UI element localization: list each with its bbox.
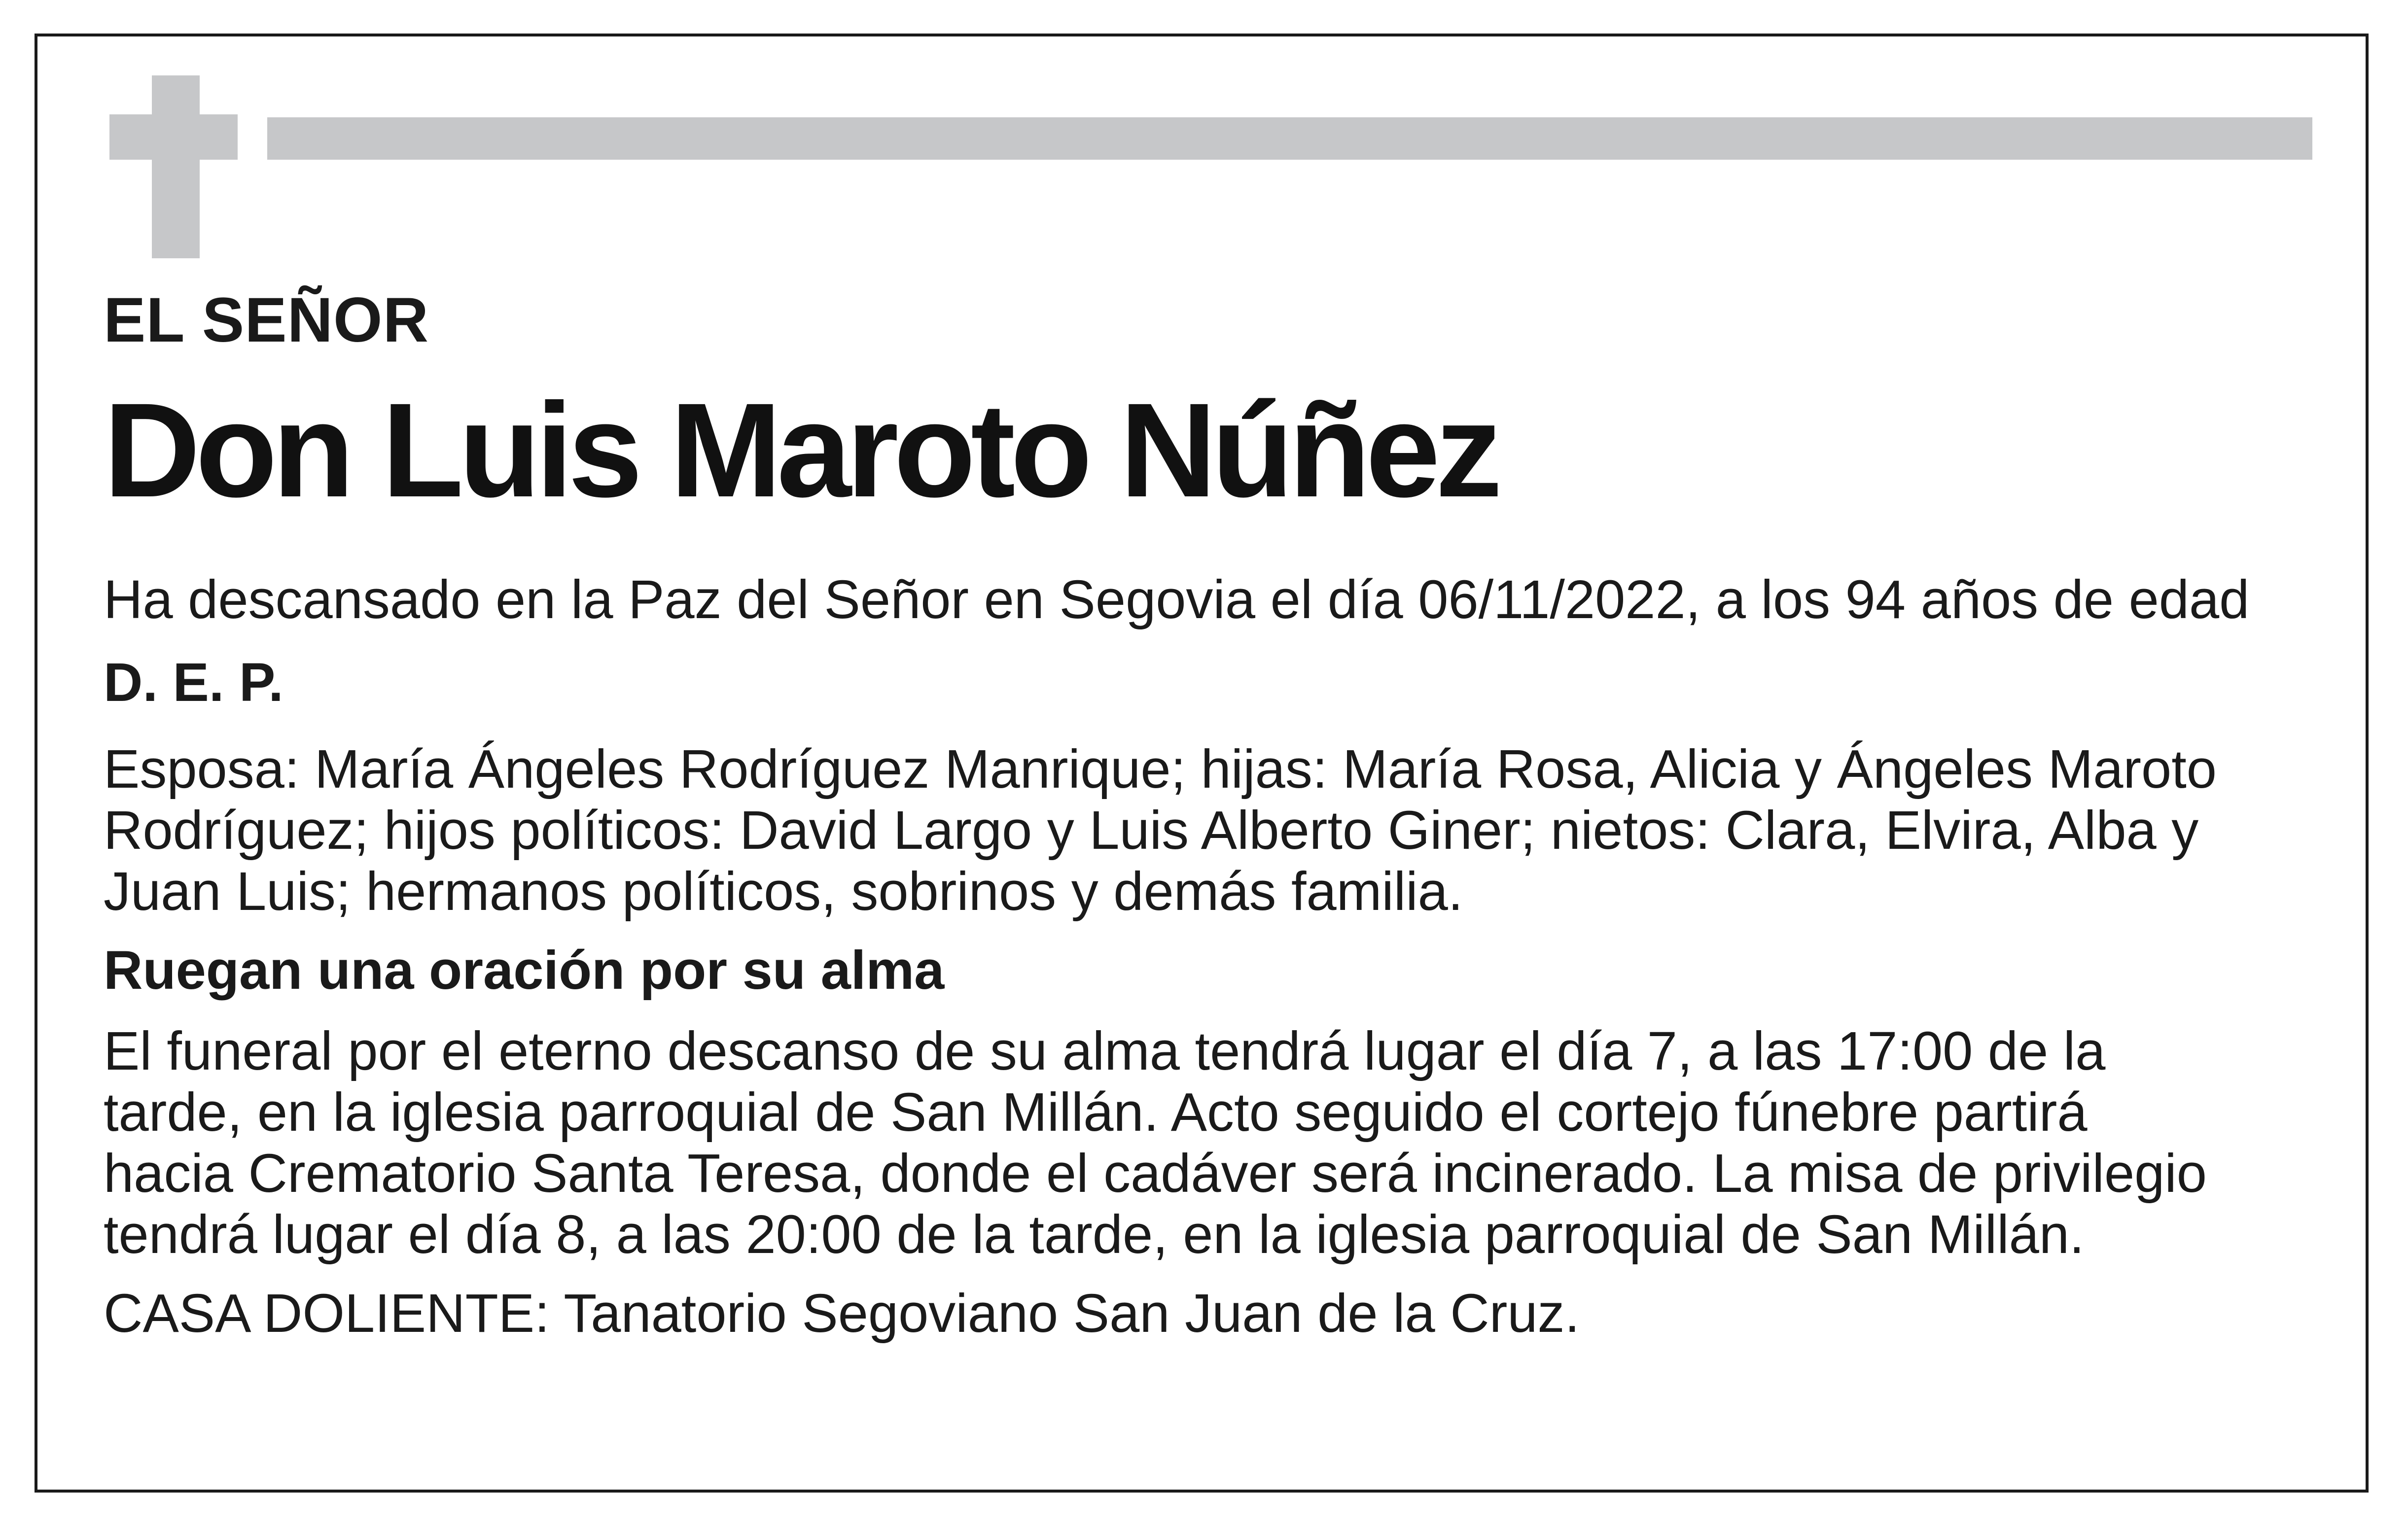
cross-icon-crossbar [109, 114, 238, 160]
funeral-line: El funeral por el eterno descanso de su alma tendrá lugar el día 7, a las 17:00 de la [104, 1021, 2106, 1081]
dep-line: D. E. P. [104, 652, 283, 713]
family-line: Rodríguez; hijos políticos: David Largo y Luis Alberto Giner; nietos: Clara, Elvira, Alba y [104, 800, 2199, 861]
family-line: Esposa: María Ángeles Rodríguez Manrique; hijas: María Rosa, Alicia y Ángeles Maroto [104, 739, 2217, 800]
cross-icon [152, 75, 200, 258]
funeral-line: tendrá lugar el día 8, a las 20:00 de la tarde, en la iglesia parroquial de San Millán. [104, 1204, 2085, 1265]
prayer-request: Ruegan una oración por su alma [104, 940, 945, 1001]
funeral-line: hacia Crematorio Santa Teresa, donde el cadáver será incinerado. La misa de privilegio [104, 1143, 2207, 1204]
notice-body [104, 283, 2312, 1344]
family-line: Juan Luis; hermanos políticos, sobrinos y demás familia. [104, 861, 1463, 922]
casa-doliente: CASA DOLIENTE: Tanatorio Segoviano San Juan de la Cruz. [104, 1283, 1580, 1344]
family-paragraph [104, 739, 2312, 922]
header-rule [267, 117, 2312, 160]
funeral-paragraph [104, 1021, 2312, 1265]
notice-heading: EL SEÑOR [104, 285, 429, 355]
deceased-name: Don Luis Maroto Núñez [104, 375, 1498, 525]
funeral-line: tarde, en la iglesia parroquial de San Millán. Acto seguido el cortejo fúnebre partirá [104, 1082, 2088, 1143]
rest-statement: Ha descansado en la Paz del Señor en Segovia el día 06/11/2022, a los 94 años de edad [104, 569, 2250, 630]
